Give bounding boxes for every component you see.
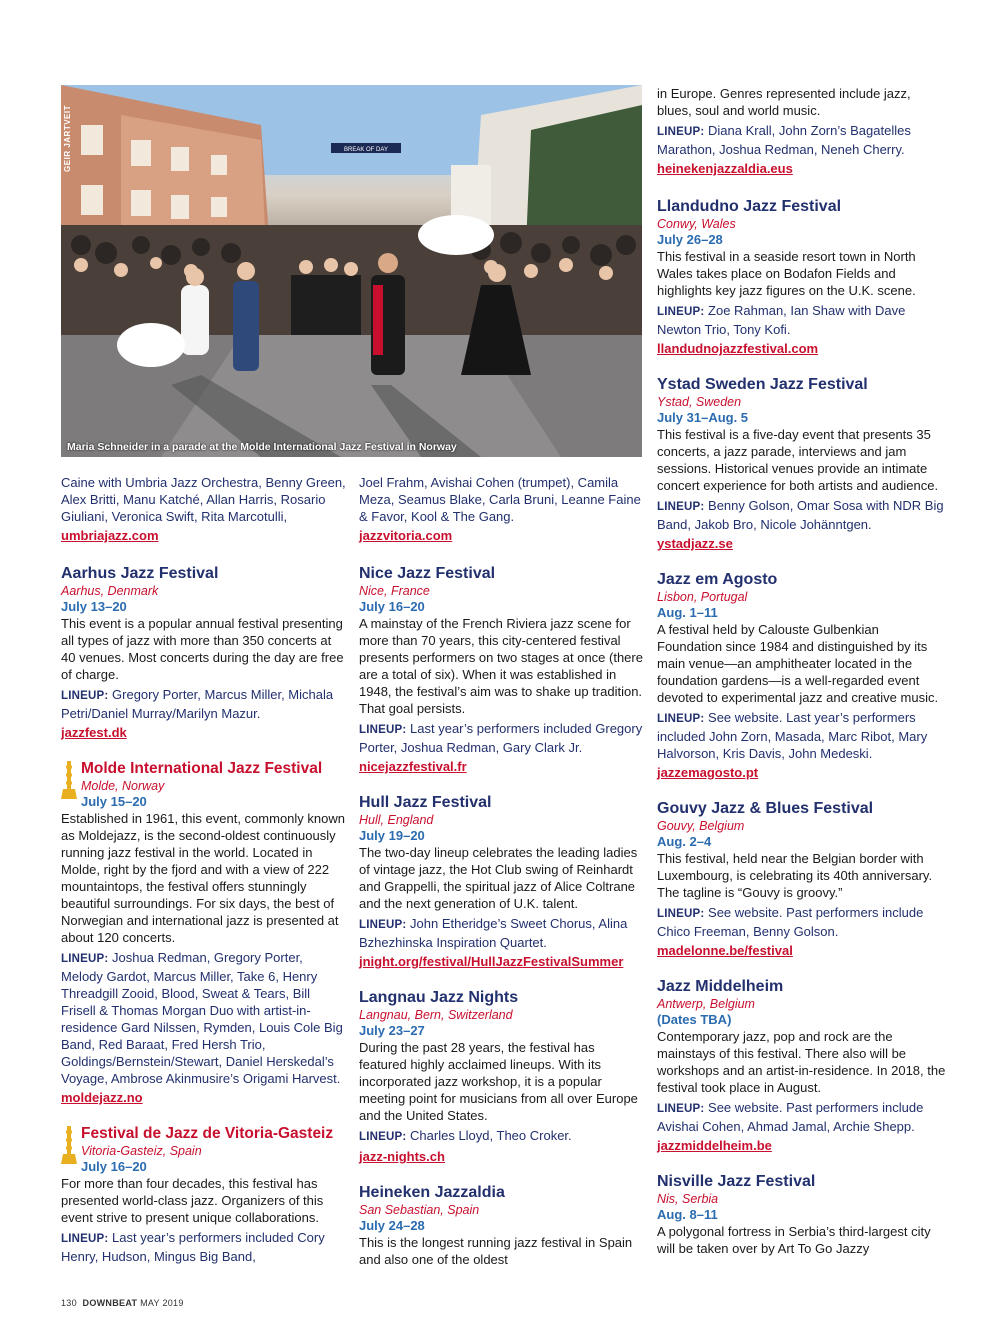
trumpet-icon <box>61 759 77 799</box>
festival-link[interactable]: heinekenjazzaldia.eus <box>657 161 793 176</box>
page-number: 130 <box>61 1298 77 1308</box>
festival-dates: July 24–28 <box>359 1218 425 1233</box>
festival-location: Nice, France <box>359 584 430 598</box>
festival-description: During the past 28 years, the festival has featured highly acclaimed lineups. With its incorporated jazz workshop, it is a popular meeting point for musicians from all over Europe and the United States. <box>359 1040 638 1123</box>
festival-lineup <box>359 915 644 951</box>
festival-location: Lisbon, Portugal <box>657 590 748 604</box>
festival-description: This is the longest running jazz festival in Spain and also one of the oldest <box>359 1235 633 1267</box>
festival-location: Hull, England <box>359 813 434 827</box>
festival-lineup <box>657 904 947 940</box>
festival-entry <box>359 988 644 1165</box>
festival-entry <box>657 570 947 781</box>
festival-title: Molde International Jazz Festival <box>81 760 323 777</box>
festival-lineup <box>657 122 947 158</box>
festival-description: A polygonal fortress in Serbia’s third-largest city will be taken over by Art To Go Jazzy <box>657 1224 931 1256</box>
festival-entry <box>657 1172 947 1257</box>
lineup-label: LINEUP: <box>657 713 705 725</box>
page-footer <box>61 1298 184 1308</box>
festival-description: Established in 1961, this event, commonly known as Moldejazz, is the second-oldest continuously running jazz festival in the world. Located in Molde, right by the fjord and with a view of 222 mountaintops, the festival offers stunningly beautiful surroundings. For six days, the best of Norwegian and international jazz is presented at about 120 concerts. <box>61 811 345 945</box>
festival-description: Contemporary jazz, pop and rock are the mainstays of this festival. There also will be workshops and an artist-in-residence. In 2018, the festival took place in August. <box>657 1029 946 1095</box>
festival-location: Aarhus, Denmark <box>61 584 159 598</box>
festival-dates: July 26–28 <box>657 232 723 247</box>
festival-link[interactable]: jazz-nights.ch <box>359 1149 445 1164</box>
continued-entry <box>61 474 346 544</box>
festival-location: Conwy, Wales <box>657 217 736 231</box>
trumpet-icon <box>61 1124 77 1164</box>
festival-description: This festival is a five-day event that presents 35 concerts, a jazz parade, interviews and jam sessions. Historical venues provide an intimate concert experience for both artists and audience. <box>657 427 939 493</box>
lineup-text: See website. Past performers include Chico Freeman, Benny Golson. <box>657 905 924 939</box>
festival-location: Antwerp, Belgium <box>657 997 755 1011</box>
festival-lineup <box>657 497 947 533</box>
festival-dates: July 23–27 <box>359 1023 425 1038</box>
continued-description: in Europe. Genres represented include jazz, blues, soul and world music. <box>657 86 911 118</box>
lineup-label: LINEUP: <box>359 724 407 736</box>
festival-link[interactable]: jazzmiddelheim.be <box>657 1138 772 1153</box>
festival-lineup <box>359 1127 644 1146</box>
festival-title: Jazz em Agosto <box>657 571 778 588</box>
festival-dates: Aug. 8–11 <box>657 1207 718 1222</box>
festival-location: Vitoria-Gasteiz, Spain <box>81 1144 202 1158</box>
lineup-label: LINEUP: <box>657 908 705 920</box>
festival-link[interactable]: jazzemagosto.pt <box>657 765 759 780</box>
festival-title: Heineken Jazzaldia <box>359 1184 505 1201</box>
festival-entry <box>657 977 947 1154</box>
festival-entry <box>359 793 644 970</box>
lineup-text: See website. Last year’s performers included John Zorn, Masada, Marc Ribot, Mary Halvorson, Kris Davis, John Medeski. <box>657 710 928 761</box>
festival-dates: July 16–20 <box>81 1159 147 1174</box>
lineup-text: See website. Past performers include Avishai Cohen, Ahmad Jamal, Archie Shepp. <box>657 1100 924 1134</box>
festival-lineup <box>657 302 947 338</box>
lineup-label: LINEUP: <box>657 126 705 138</box>
festival-dates: (Dates TBA) <box>657 1012 732 1027</box>
festival-lineup <box>657 709 947 762</box>
lineup-text: Joshua Redman, Gregory Porter, Melody Gardot, Marcus Miller, Take 6, Henry Threadgill Zooid, Blood, Sweat & Tears, Bill Frisell & Thomas Morgan Duo with artist-in-residence Gard Nilssen, Rymden, Louis Cole Big Band, Red Baraat, Fred Hersh Trio, Goldings/Bernstein/Stewart, Daniel Herskedal’s Voyage, Ambrose Akinmusire’s Origami Harvest. <box>61 950 343 1086</box>
festival-entry-editors-pick <box>61 759 346 1106</box>
festival-dates: July 15–20 <box>81 794 147 809</box>
festival-entry <box>657 197 947 357</box>
festival-location: Gouvy, Belgium <box>657 819 745 833</box>
festival-description: This festival in a seaside resort town in North Wales takes place on Bodafon Fields and highlights key jazz figures on the U.K. scene. <box>657 249 916 298</box>
lineup-label: LINEUP: <box>359 919 407 931</box>
festival-link[interactable]: madelonne.be/festival <box>657 943 793 958</box>
festival-entry-editors-pick <box>61 1124 346 1265</box>
festival-description: A festival held by Calouste Gulbenkian Foundation since 1984 and distinguished by its main venue—an amphitheater located in the foundation gardens—is a well-regarded event devoted to experimental jazz and creative music. <box>657 622 939 705</box>
festival-dates: July 19–20 <box>359 828 425 843</box>
festival-location: Molde, Norway <box>81 779 165 793</box>
lineup-label: LINEUP: <box>61 690 109 702</box>
festival-link[interactable]: ystadjazz.se <box>657 536 733 551</box>
lineup-text: Gregory Porter, Marcus Miller, Michala Petri/Daniel Murray/Marilyn Mazur. <box>61 687 334 721</box>
festival-title: Gouvy Jazz & Blues Festival <box>657 800 874 817</box>
continued-lineup: Joel Frahm, Avishai Cohen (trumpet), Camila Meza, Seamus Blake, Carla Bruni, Leanne Faine & Favor, Kool & The Gang. <box>359 475 641 524</box>
festival-title: Langnau Jazz Nights <box>359 989 519 1006</box>
festival-link[interactable]: jazzvitoria.com <box>359 528 453 543</box>
festival-link[interactable]: jazzfest.dk <box>61 725 127 740</box>
festival-title: Jazz Middelheim <box>657 978 784 995</box>
festival-link[interactable]: nicejazzfestival.fr <box>359 759 467 774</box>
lineup-label: LINEUP: <box>61 953 109 965</box>
festival-dates: Aug. 2–4 <box>657 834 712 849</box>
issue-date: MAY 2019 <box>140 1298 184 1308</box>
festival-entry <box>359 564 644 775</box>
festival-link[interactable]: moldejazz.no <box>61 1090 143 1105</box>
continued-entry <box>657 85 947 177</box>
parade-photo-illustration <box>61 85 642 457</box>
lineup-text: Last year’s performers included Gregory Porter, Joshua Redman, Gary Clark Jr. <box>359 721 643 755</box>
festival-description: For more than four decades, this festival has presented world-class jazz. Organizers of this event strive to present unique collaborations. <box>61 1176 324 1225</box>
festival-entry <box>61 564 346 741</box>
festival-title: Nisville Jazz Festival <box>657 1173 816 1190</box>
festival-lineup <box>61 1229 346 1265</box>
festival-location: Ystad, Sweden <box>657 395 742 409</box>
festival-entry <box>657 799 947 959</box>
festival-title: Hull Jazz Festival <box>359 794 492 811</box>
lineup-label: LINEUP: <box>61 1233 109 1245</box>
festival-description: A mainstay of the French Riviera jazz scene for more than 70 years, this city-centered festival presents performers on two stages at once (there are a total of six). When it was established in 1948, the festival’s aim was to shake up tradition. That goal persists. <box>359 616 643 716</box>
lineup-text: Last year’s performers included Cory Henry, Hudson, Mingus Big Band, <box>61 1230 325 1264</box>
festival-title: Ystad Sweden Jazz Festival <box>657 376 868 393</box>
lineup-text: Charles Lloyd, Theo Croker. <box>410 1128 572 1143</box>
lineup-label: LINEUP: <box>657 1103 705 1115</box>
column-1 <box>61 474 346 1283</box>
festival-description: This festival, held near the Belgian border with Luxembourg, is celebrating its 40th anniversary. The tagline is “Gouvy is groovy.” <box>657 851 933 900</box>
lineup-text: Benny Golson, Omar Sosa with NDR Big Band, Jakob Bro, Nicole Johänntgen. <box>657 498 944 532</box>
lineup-label: LINEUP: <box>359 1131 407 1143</box>
festival-location: Langnau, Bern, Switzerland <box>359 1008 513 1022</box>
continued-lineup: Caine with Umbria Jazz Orchestra, Benny Green, Alex Britti, Manu Katché, Allan Harris, Rosario Giuliani, Veronica Swift, Rita Marcotulli, <box>61 475 346 524</box>
festival-description: The two-day lineup celebrates the leading ladies of vintage jazz, the Hot Club swing of Reinhardt and Grappelli, the spiritual jazz of Alice Coltrane and the next generation of U.K. talent. <box>359 845 638 911</box>
festival-lineup <box>359 720 644 756</box>
photo-credit: GEIR JARTVEIT <box>63 105 72 172</box>
column-2 <box>359 474 644 1286</box>
editors-pick-block <box>61 759 346 810</box>
parade-photo <box>61 85 642 457</box>
lineup-text: John Etheridge’s Sweet Chorus, Alina Bzhezhinska Inspiration Quartet. <box>359 916 628 950</box>
festival-entry <box>657 375 947 552</box>
festival-link[interactable]: llandudnojazzfestival.com <box>657 341 819 356</box>
lineup-label: LINEUP: <box>657 501 705 513</box>
photo-caption: Maria Schneider in a parade at the Molde International Jazz Festival in Norway <box>67 441 457 453</box>
magazine-brand: DOWNBEAT <box>82 1298 138 1308</box>
editors-pick-block <box>61 1124 346 1175</box>
festival-link[interactable]: jnight.org/festival/HullJazzFestivalSummer <box>359 954 624 969</box>
festival-entry <box>359 1183 644 1268</box>
festival-title: Aarhus Jazz Festival <box>61 565 219 582</box>
festival-title: Nice Jazz Festival <box>359 565 496 582</box>
festival-dates: July 31–Aug. 5 <box>657 410 749 425</box>
continued-entry <box>359 474 644 544</box>
lineup-text: Zoe Rahman, Ian Shaw with Dave Newton Trio, Tony Kofi. <box>657 303 906 337</box>
festival-dates: July 16–20 <box>359 599 425 614</box>
festival-lineup <box>61 686 346 722</box>
festival-title: Llandudno Jazz Festival <box>657 198 842 215</box>
festival-location: Nis, Serbia <box>657 1192 719 1206</box>
street-banner-text: BREAK OF DAY <box>344 147 388 153</box>
festival-title: Festival de Jazz de Vitoria-Gasteiz <box>81 1125 334 1142</box>
festival-dates: July 13–20 <box>61 599 127 614</box>
festival-dates: Aug. 1–11 <box>657 605 718 620</box>
festival-description: This event is a popular annual festival presenting all types of jazz with more than 350 concerts at 40 venues. Most concerts during the day are free of charge. <box>61 616 344 682</box>
festival-link[interactable]: umbriajazz.com <box>61 528 159 543</box>
column-3 <box>657 85 947 1275</box>
festival-location: San Sebastian, Spain <box>359 1203 480 1217</box>
lineup-label: LINEUP: <box>657 306 705 318</box>
festival-lineup <box>657 1099 947 1135</box>
lineup-text: Diana Krall, John Zorn’s Bagatelles Marathon, Joshua Redman, Neneh Cherry. <box>657 123 911 157</box>
festival-lineup <box>61 949 346 1087</box>
